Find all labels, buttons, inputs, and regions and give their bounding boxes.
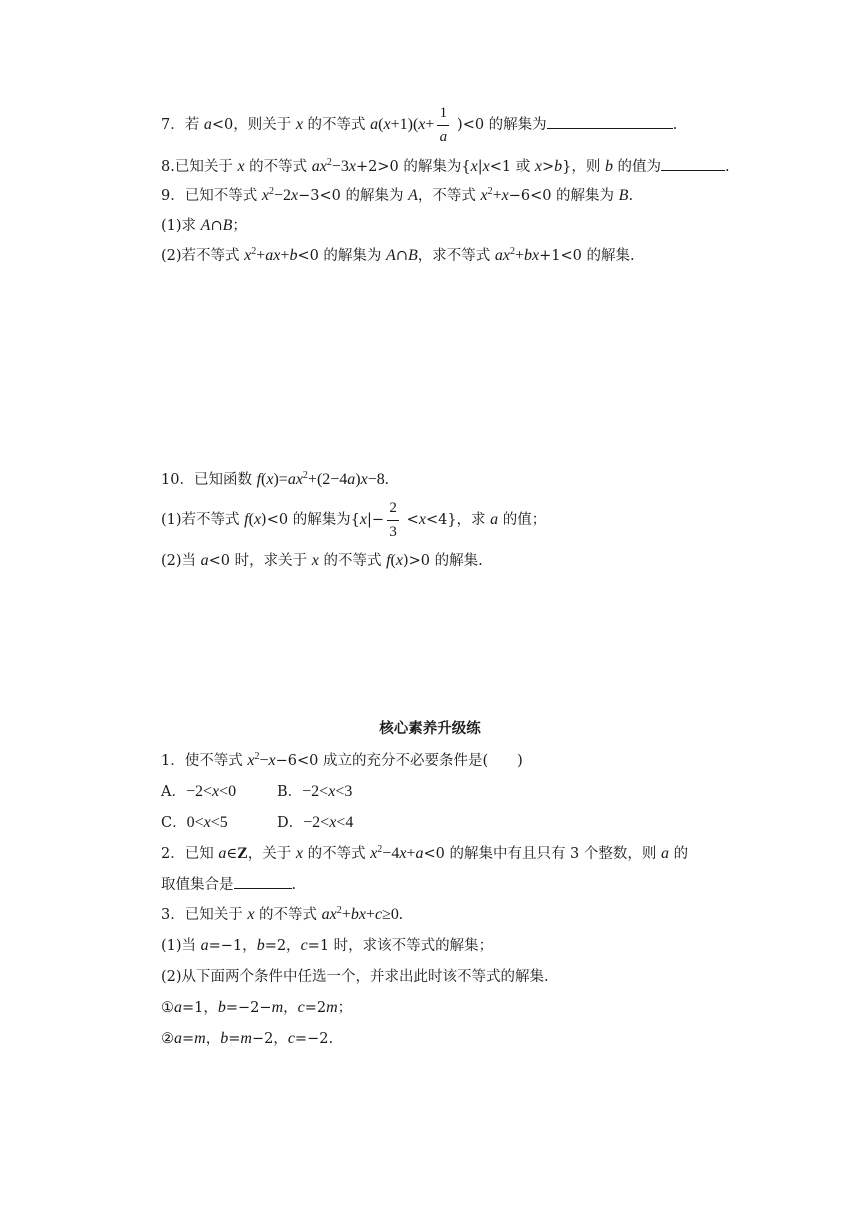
- plus: +: [425, 116, 435, 133]
- text: 已知: [184, 846, 219, 862]
- exponent: 2: [302, 470, 308, 481]
- option-label: B．: [277, 784, 303, 800]
- text: +1<0 的解集: [539, 248, 630, 264]
- paren: (: [390, 552, 396, 569]
- option-label: D．: [277, 815, 304, 831]
- var-ax: ax: [321, 906, 337, 923]
- fraction-denominator: a: [439, 129, 448, 145]
- var-x: x: [501, 187, 509, 204]
- paren: (: [261, 471, 267, 488]
- text: )<0 的解集为{: [261, 512, 360, 528]
- paren: (: [378, 116, 384, 133]
- text: 的值为: [612, 159, 662, 175]
- var-x: x: [266, 471, 274, 488]
- text: ，关于: [247, 846, 296, 862]
- var-c: c: [287, 1030, 295, 1047]
- text: −6<0 的解集为: [508, 188, 619, 204]
- var-b: b: [604, 158, 613, 175]
- exponent: 2: [268, 186, 274, 197]
- text: ，求不等式: [417, 248, 495, 264]
- integers-symbol: Z: [237, 845, 248, 862]
- var-b: b: [289, 247, 298, 264]
- var-c: c: [300, 937, 308, 954]
- text: 已知函数: [193, 472, 257, 488]
- core-question-1: [161, 751, 523, 771]
- text: <0 时，求关于: [208, 553, 312, 569]
- question-7: [161, 105, 678, 145]
- fraction-1-over-a: [436, 105, 450, 145]
- text: (1)求: [161, 218, 201, 234]
- var-x: x: [418, 116, 426, 133]
- text: 的不等式: [244, 159, 312, 175]
- text: 使不等式: [184, 753, 248, 769]
- condition-1: [161, 998, 352, 1018]
- text: <0 的解集中有且只有 3 个整数，则: [423, 846, 662, 862]
- exponent: 2: [336, 905, 342, 916]
- text: −2: [273, 187, 291, 204]
- text: 取值集合是: [161, 877, 234, 893]
- var-ax: ax: [494, 247, 510, 264]
- text: =1，: [182, 1000, 218, 1016]
- text: +: [365, 906, 375, 923]
- text: <0 的解集为: [297, 248, 387, 264]
- text: (1)当: [161, 938, 201, 954]
- var-b: b: [220, 1030, 229, 1047]
- text: ；: [232, 218, 247, 234]
- question-9: [161, 186, 633, 206]
- var-x: x: [470, 158, 478, 175]
- text: −3: [331, 158, 349, 175]
- exponent: 2: [509, 246, 515, 257]
- question-number: 8.: [161, 159, 175, 175]
- section-title: 核心素养升级练: [379, 721, 481, 737]
- period: .: [725, 159, 730, 175]
- text: <1 或: [489, 159, 535, 175]
- text: −3<0 的解集为: [298, 188, 409, 204]
- var-m: m: [326, 999, 338, 1016]
- period: .: [291, 877, 297, 893]
- text: )<0 的解集为: [452, 117, 547, 133]
- text: <4: [336, 814, 354, 831]
- var-c: c: [374, 906, 383, 923]
- var-x: x: [360, 471, 368, 488]
- intersection-symbol: ∩: [395, 248, 408, 264]
- text: +: [492, 187, 502, 204]
- text: <4}，求: [425, 512, 491, 528]
- set-A: A: [200, 217, 211, 234]
- text: 的不等式: [302, 117, 371, 133]
- fraction-2-over-3: [386, 500, 400, 540]
- var-x: x: [253, 511, 262, 528]
- var-x: x: [482, 158, 490, 175]
- text: =: [228, 1031, 241, 1047]
- text: 已知不等式: [184, 188, 262, 204]
- text: <0: [219, 783, 237, 800]
- exponent: 2: [377, 844, 383, 855]
- var-b: b: [256, 937, 265, 954]
- exponent: 2: [487, 186, 493, 197]
- text: −: [259, 752, 269, 769]
- var-x: x: [247, 906, 255, 923]
- var-b: b: [217, 999, 226, 1016]
- option-d[interactable]: [277, 813, 353, 833]
- text: )=: [273, 471, 288, 488]
- text: +: [256, 247, 266, 264]
- text: (2)从下面两个条件中任选一个，并求出此时该不等式的解集.: [161, 969, 549, 985]
- var-ax: ax: [287, 471, 303, 488]
- var-b: b: [554, 158, 563, 175]
- var-m: m: [271, 999, 284, 1016]
- text: −2<: [185, 783, 213, 800]
- intersection-symbol: ∩: [210, 218, 223, 234]
- var-x: x: [418, 511, 426, 528]
- text: 已知关于: [184, 907, 248, 923]
- var-a: a: [200, 552, 209, 569]
- var-bx: bx: [350, 906, 366, 923]
- period: .: [672, 117, 678, 133]
- var-x: x: [237, 158, 245, 175]
- var-a: a: [661, 845, 670, 862]
- fraction-bar: [437, 125, 449, 126]
- expr: +1)(: [390, 116, 419, 133]
- text: (1)若不等式: [161, 512, 245, 528]
- text: 的不等式: [302, 846, 371, 862]
- option-b[interactable]: [277, 782, 352, 802]
- var-m: m: [194, 1030, 206, 1047]
- option-label: C．: [161, 815, 187, 831]
- var-a: a: [490, 511, 499, 528]
- question-8: [161, 156, 730, 177]
- text: 的不等式: [318, 553, 387, 569]
- set-A: A: [408, 187, 418, 204]
- text: −2<: [302, 783, 329, 800]
- option-a[interactable]: [161, 782, 236, 802]
- text: −8.: [367, 471, 389, 488]
- core-question-2: [161, 844, 688, 864]
- element-of-symbol: ∈: [226, 846, 238, 862]
- text: ，: [205, 1031, 221, 1047]
- var-x: x: [311, 552, 319, 569]
- var-a: a: [347, 471, 356, 488]
- question-10-part-1: [161, 500, 547, 540]
- var-ax: ax: [311, 158, 327, 175]
- question-number: 9．: [161, 188, 185, 204]
- var-a: a: [370, 116, 379, 133]
- text: +: [514, 247, 524, 264]
- var-x: x: [399, 845, 407, 862]
- exponent: 2: [251, 246, 257, 257]
- text: ≥0.: [382, 906, 403, 923]
- text: <3: [335, 783, 353, 800]
- question-number: 2．: [161, 846, 185, 862]
- var-x: x: [203, 814, 211, 831]
- var-bx: bx: [524, 247, 540, 264]
- set-A: A: [386, 247, 396, 264]
- var-x: x: [328, 783, 336, 800]
- text: =1 时，求该不等式的解集；: [307, 938, 494, 954]
- var-x: x: [295, 116, 303, 133]
- var-x: x: [370, 845, 378, 862]
- set-bar: |: [477, 159, 483, 175]
- text: 的: [669, 846, 689, 862]
- var-x: x: [261, 187, 269, 204]
- text: 的不等式: [254, 907, 322, 923]
- exponent: 2: [326, 157, 332, 168]
- text: −2<: [303, 814, 330, 831]
- var-x: x: [359, 511, 368, 528]
- text: −2，: [251, 1031, 288, 1047]
- option-label: A．: [161, 784, 186, 800]
- var-x: x: [480, 187, 488, 204]
- text: (2)当: [161, 553, 201, 569]
- answer-blank[interactable]: [547, 114, 673, 129]
- question-9-part-2: [161, 246, 635, 266]
- func-f: f: [386, 552, 391, 569]
- question-10: [161, 470, 389, 490]
- var-x: x: [212, 783, 220, 800]
- set-B: B: [407, 247, 418, 264]
- set-B: B: [618, 187, 629, 204]
- var-x: x: [268, 752, 276, 769]
- var-c: c: [297, 999, 305, 1016]
- var-x: x: [534, 158, 542, 175]
- question-number: 1．: [161, 753, 185, 769]
- text: +: [341, 906, 351, 923]
- text: (2)若不等式: [161, 248, 245, 264]
- var-x: x: [348, 158, 357, 175]
- question-9-part-1: [161, 216, 247, 236]
- text: )>0 的解集.: [402, 553, 483, 569]
- circled-number: ①: [161, 1000, 174, 1016]
- text: ，: [283, 1000, 298, 1016]
- answer-blank[interactable]: [661, 156, 725, 171]
- text: >: [541, 159, 555, 175]
- var-x: x: [395, 552, 403, 569]
- text: 已知关于: [174, 159, 238, 175]
- question-10-part-2: [161, 551, 483, 571]
- fraction-denominator: 3: [389, 524, 397, 540]
- text: 若: [184, 117, 204, 133]
- answer-blank[interactable]: [234, 874, 292, 889]
- text: ，不等式: [417, 188, 481, 204]
- text: =2，: [264, 938, 301, 954]
- var-a: a: [203, 116, 212, 133]
- var-a: a: [174, 999, 182, 1016]
- text: +: [406, 845, 416, 862]
- option-c[interactable]: [161, 813, 228, 833]
- core-question-3-part-2: [161, 967, 549, 987]
- var-x: x: [329, 814, 337, 831]
- text: 0<: [186, 814, 204, 831]
- core-question-3-part-1: [161, 936, 493, 956]
- var-a: a: [415, 845, 424, 862]
- text: +: [280, 247, 290, 264]
- text: <: [402, 512, 419, 528]
- paren: (: [248, 511, 254, 528]
- exponent: 2: [254, 751, 260, 762]
- var-ax: ax: [265, 247, 281, 264]
- func-f: f: [256, 471, 262, 488]
- var-x: x: [295, 845, 303, 862]
- text: +(2−4: [307, 471, 348, 488]
- var-a: a: [200, 937, 209, 954]
- var-x: x: [244, 247, 252, 264]
- text: =2: [304, 1000, 327, 1016]
- var-m: m: [240, 1030, 252, 1047]
- fraction-numerator: 2: [389, 500, 397, 516]
- text: ): [355, 471, 361, 488]
- var-a: a: [174, 1030, 182, 1047]
- text: ；: [337, 1000, 353, 1016]
- text: +2>0 的解集为{: [356, 159, 471, 175]
- core-question-3: [161, 905, 403, 925]
- text: 的值；: [498, 512, 547, 528]
- circled-number: ②: [161, 1031, 174, 1047]
- text: =−2.: [294, 1031, 334, 1047]
- text: =: [182, 1031, 195, 1047]
- text: }，则: [562, 159, 605, 175]
- text: <5: [210, 814, 228, 831]
- period: .: [629, 248, 635, 264]
- var-a: a: [218, 845, 227, 862]
- text: −6<0 成立的充分不必要条件是( ): [275, 753, 523, 769]
- set-B: B: [222, 217, 233, 234]
- text: |−: [367, 512, 385, 528]
- text: =−1，: [208, 938, 257, 954]
- fraction-numerator: 1: [439, 105, 448, 121]
- var-x: x: [290, 187, 299, 204]
- period: .: [628, 188, 634, 204]
- func-f: f: [244, 511, 249, 528]
- text: −4: [382, 845, 400, 862]
- core-question-2-line-2: [161, 874, 296, 895]
- var-x: x: [383, 116, 391, 133]
- question-number: 10．: [161, 472, 194, 488]
- condition-2: [161, 1029, 333, 1049]
- var-x: x: [247, 752, 255, 769]
- text: <0，则关于: [211, 117, 296, 133]
- text: =−2−: [225, 1000, 272, 1016]
- question-number: 3．: [161, 907, 185, 923]
- question-number: 7．: [161, 117, 185, 133]
- fraction-bar: [387, 520, 399, 521]
